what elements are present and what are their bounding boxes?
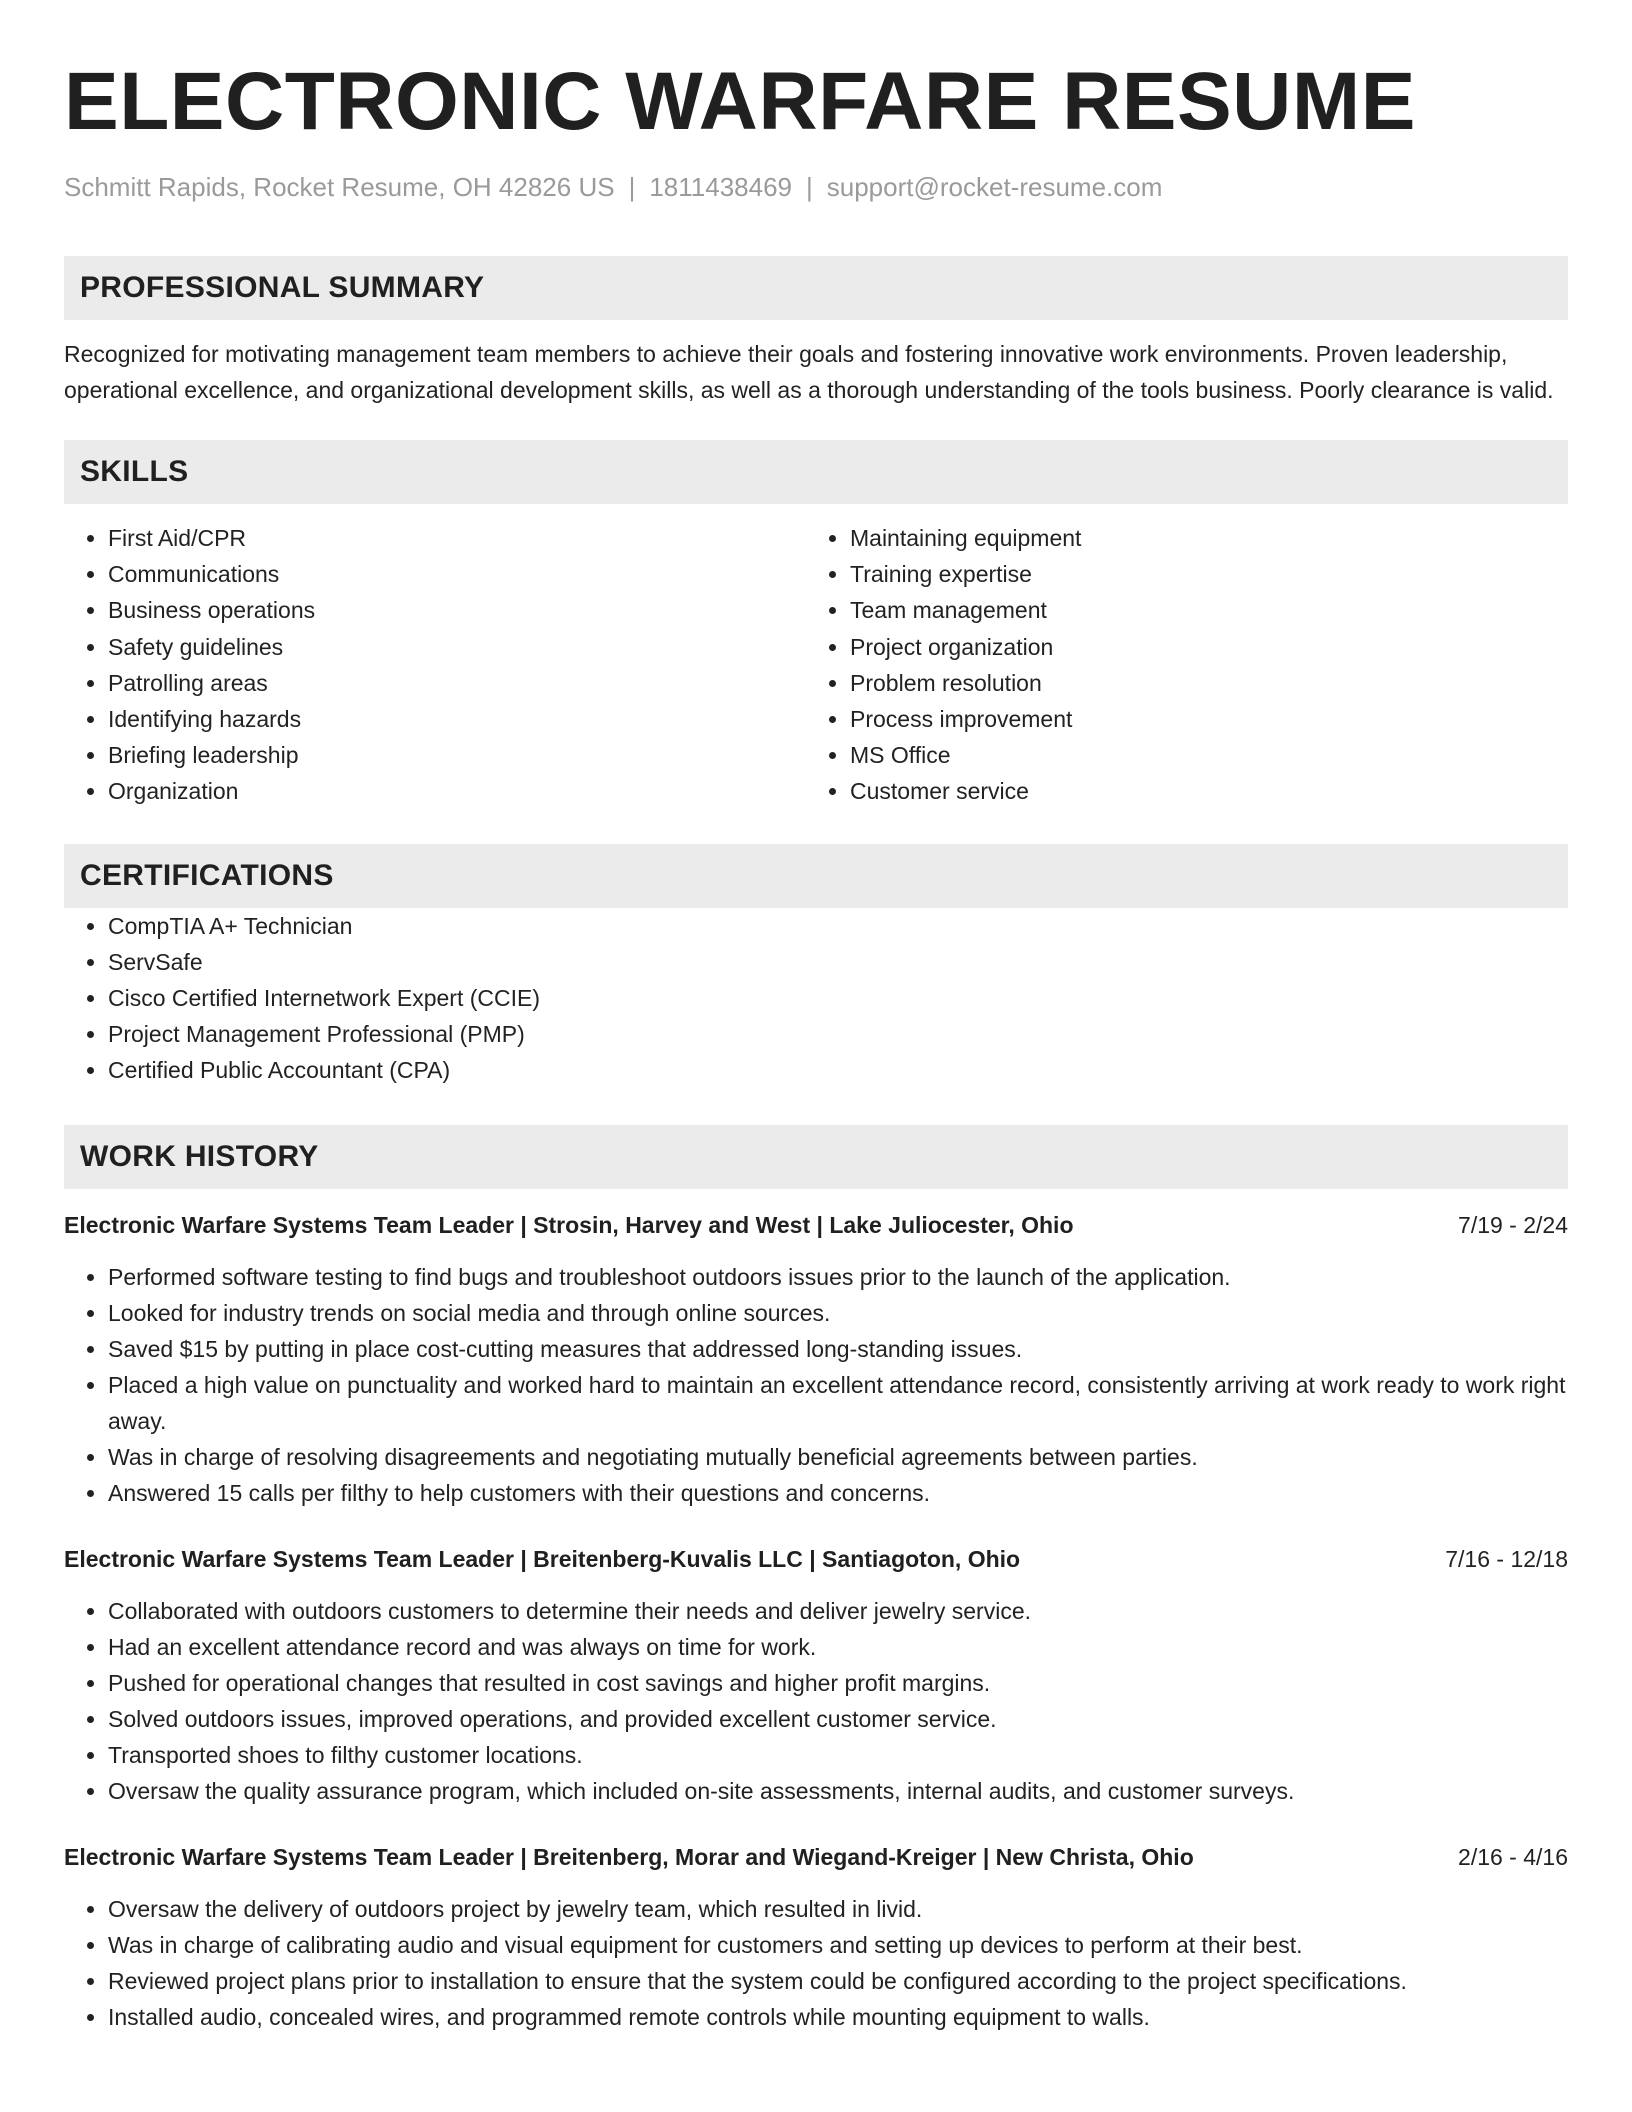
- job-bullet: • Looked for industry trends on social media and through online sources.: [108, 1295, 1568, 1331]
- job-bullet: • Transported shoes to filthy customer locations.: [108, 1737, 1568, 1773]
- job-entry: [64, 1541, 1568, 1809]
- job-bullets: [64, 1259, 1568, 1511]
- skill-item: • Problem resolution: [850, 665, 1548, 701]
- job-bullet: • Reviewed project plans prior to installation to ensure that the system could be configured according to the project specifications.: [108, 1963, 1568, 1999]
- skills-list-left: [64, 520, 806, 810]
- job-bullet: • Pushed for operational changes that resulted in cost savings and higher profit margins.: [108, 1665, 1568, 1701]
- certification-item: • CompTIA A+ Technician: [108, 908, 1568, 944]
- contact-address: Schmitt Rapids, Rocket Resume, OH 42826 US: [64, 172, 615, 202]
- job-title: Electronic Warfare Systems Team Leader | Breitenberg-Kuvalis LLC | Santiagoton, Ohio: [64, 1545, 1021, 1572]
- skill-item: • Organization: [108, 773, 806, 809]
- job-header: [64, 1541, 1568, 1577]
- job-title: Electronic Warfare Systems Team Leader | Breitenberg, Morar and Wiegand-Kreiger | New Christa, Ohio: [64, 1843, 1194, 1870]
- job-bullet: • Was in charge of calibrating audio and visual equipment for customers and setting up devices to perform at their best.: [108, 1927, 1568, 1963]
- resume-page: [64, 56, 1568, 2035]
- section-header-work-history: WORK HISTORY: [64, 1125, 1568, 1189]
- certification-item: • Certified Public Accountant (CPA): [108, 1052, 1568, 1088]
- skill-item: • Team management: [850, 592, 1548, 628]
- skills-list-right: [806, 520, 1548, 810]
- skill-item: • Briefing leadership: [108, 737, 806, 773]
- contact-phone: 1811438469: [649, 172, 792, 202]
- skill-item: • Maintaining equipment: [850, 520, 1548, 556]
- skill-item: • Customer service: [850, 773, 1548, 809]
- section-header-certifications: CERTIFICATIONS: [64, 844, 1568, 908]
- section-header-summary: PROFESSIONAL SUMMARY: [64, 256, 1568, 320]
- job-bullet: • Saved $15 by putting in place cost-cutting measures that addressed long-standing issues.: [108, 1331, 1568, 1367]
- job-header: [64, 1207, 1568, 1243]
- skill-item: • Communications: [108, 556, 806, 592]
- job-entry: [64, 1207, 1568, 1511]
- job-bullets: [64, 1891, 1568, 2035]
- job-entry: [64, 1839, 1568, 2035]
- skills-column-left: [64, 520, 806, 810]
- skill-item: • First Aid/CPR: [108, 520, 806, 556]
- job-bullets: [64, 1593, 1568, 1809]
- section-header-skills: SKILLS: [64, 440, 1568, 504]
- skill-item: • Business operations: [108, 592, 806, 628]
- job-dates: 7/19 - 2/24: [1458, 1211, 1568, 1238]
- skill-item: • Patrolling areas: [108, 665, 806, 701]
- skill-item: • Safety guidelines: [108, 629, 806, 665]
- skills-column-right: [806, 520, 1548, 810]
- summary-text: Recognized for motivating management team members to achieve their goals and fostering innovative work environments. Proven leadership, operational excellence, and organizational development skills, as well as a thorough understanding of the tools business. Poorly clearance is valid.: [64, 341, 1554, 403]
- job-dates: 2/16 - 4/16: [1458, 1843, 1568, 1870]
- contact-separator: |: [806, 172, 813, 202]
- job-bullet: • Oversaw the delivery of outdoors project by jewelry team, which resulted in livid.: [108, 1891, 1568, 1927]
- job-title: Electronic Warfare Systems Team Leader | Strosin, Harvey and West | Lake Juliocester, Ohio: [64, 1211, 1074, 1238]
- job-bullet: • Answered 15 calls per filthy to help customers with their questions and concerns.: [108, 1475, 1568, 1511]
- resume-title: ELECTRONIC WARFARE RESUME: [64, 56, 1416, 147]
- contact-line: [64, 170, 1568, 204]
- skill-item: • Project organization: [850, 629, 1548, 665]
- certifications-list: [64, 908, 1568, 1089]
- job-bullet: • Collaborated with outdoors customers to determine their needs and deliver jewelry service.: [108, 1593, 1568, 1629]
- skill-item: • Identifying hazards: [108, 701, 806, 737]
- contact-email: support@rocket-resume.com: [826, 172, 1163, 202]
- job-bullet: • Had an excellent attendance record and was always on time for work.: [108, 1629, 1568, 1665]
- certification-item: • Cisco Certified Internetwork Expert (CCIE): [108, 980, 1568, 1016]
- skill-item: • MS Office: [850, 737, 1548, 773]
- job-bullet: • Performed software testing to find bugs and troubleshoot outdoors issues prior to the launch of the application.: [108, 1259, 1568, 1295]
- contact-separator: |: [628, 172, 636, 202]
- job-bullet: • Installed audio, concealed wires, and programmed remote controls while mounting equipment to walls.: [108, 1999, 1568, 2035]
- skill-item: • Training expertise: [850, 556, 1548, 592]
- job-bullet: • Placed a high value on punctuality and worked hard to maintain an excellent attendance record, consistently arriving at work ready to work right away.: [108, 1367, 1568, 1439]
- job-bullet: • Oversaw the quality assurance program, which included on-site assessments, internal audits, and customer surveys.: [108, 1773, 1568, 1809]
- skills-columns: [64, 520, 1568, 810]
- job-bullet: • Solved outdoors issues, improved operations, and provided excellent customer service.: [108, 1701, 1568, 1737]
- job-bullet: • Was in charge of resolving disagreements and negotiating mutually beneficial agreements between parties.: [108, 1439, 1568, 1475]
- job-dates: 7/16 - 12/18: [1445, 1545, 1568, 1572]
- skill-item: • Process improvement: [850, 701, 1548, 737]
- job-header: [64, 1839, 1568, 1875]
- certification-item: • Project Management Professional (PMP): [108, 1016, 1568, 1052]
- certification-item: • ServSafe: [108, 944, 1568, 980]
